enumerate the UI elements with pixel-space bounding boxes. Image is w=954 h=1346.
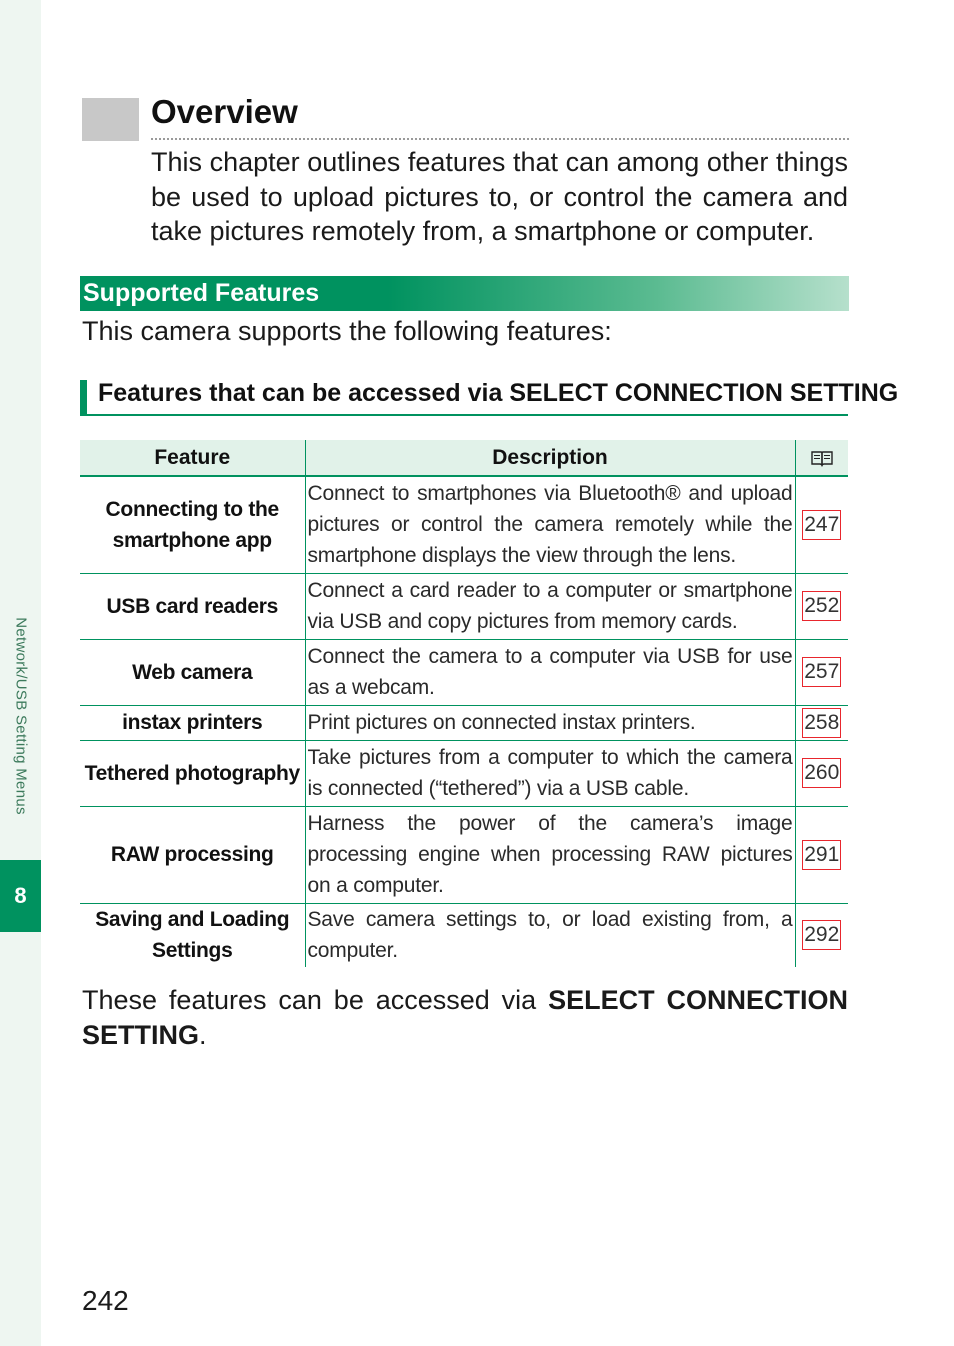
table-row — [80, 806, 848, 903]
menu-item-reference: SELECT CONNECTION SETTING — [82, 985, 848, 1050]
feature-name: Tethered photography — [80, 740, 305, 806]
section-heading-banner — [80, 276, 849, 311]
closing-paragraph — [82, 983, 848, 1053]
table-row — [80, 705, 848, 740]
section-side-label: Network/USB Setting Menus — [12, 617, 30, 815]
table-header-row — [80, 440, 848, 476]
table-row — [80, 639, 848, 705]
table-row — [80, 740, 848, 806]
feature-description: Connect a card reader to a computer or smartphone via USB and copy pictures from memory cards. — [305, 573, 795, 639]
feature-description: Harness the power of the camera’s image processing engine when processing RAW pictures on a computer. — [305, 806, 795, 903]
feature-description: Print pictures on connected instax printers. — [305, 705, 795, 740]
divider — [151, 138, 849, 140]
page-link[interactable]: 247 — [802, 510, 841, 540]
page-link[interactable]: 258 — [802, 708, 841, 738]
feature-name: Web camera — [80, 639, 305, 705]
page-link[interactable]: 257 — [802, 657, 841, 687]
table-row — [80, 476, 848, 573]
features-table — [80, 440, 848, 967]
closing-period: . — [199, 1020, 207, 1050]
page-link[interactable]: 292 — [802, 920, 841, 950]
intro-paragraph: This chapter outlines features that can among other things be used to upload pictures to, or control the camera and take pictures remotely from, a smartphone or computer. — [151, 147, 848, 246]
page-link[interactable]: 260 — [802, 758, 841, 788]
page-link[interactable]: 291 — [802, 840, 841, 870]
feature-name: USB card readers — [80, 573, 305, 639]
page-number: 242 — [82, 1285, 129, 1316]
page-title: Overview — [151, 93, 298, 130]
section-heading: Supported Features — [83, 279, 320, 307]
closing-text: These features can be accessed via — [82, 985, 549, 1015]
feature-description: Take pictures from a computer to which the camera is connected (“tethered”) via a USB cable. — [305, 740, 795, 806]
lead-paragraph: This camera supports the following features: — [82, 316, 612, 346]
feature-name: instax printers — [80, 705, 305, 740]
book-icon — [810, 449, 834, 467]
feature-description: Connect the camera to a computer via USB for use as a webcam. — [305, 639, 795, 705]
heading-marker — [82, 98, 139, 141]
column-header-feature: Feature — [80, 440, 305, 476]
subheading-marker — [80, 380, 87, 416]
table-row — [80, 903, 848, 967]
subheading: Features that can be accessed via SELECT CONNECTION SETTING — [98, 379, 899, 407]
feature-description: Connect to smartphones via Bluetooth® and upload pictures or control the camera remotely while the smartphone displays the view through the lens. — [305, 476, 795, 573]
feature-name: Saving and Loading Settings — [80, 903, 305, 967]
divider — [80, 414, 848, 416]
chapter-tab[interactable]: 8 — [0, 860, 41, 932]
column-header-page — [795, 440, 848, 476]
page-link[interactable]: 252 — [802, 591, 841, 621]
column-header-description: Description — [305, 440, 795, 476]
feature-description: Save camera settings to, or load existing from, a computer. — [305, 903, 795, 967]
feature-name: RAW processing — [80, 806, 305, 903]
feature-name: Connecting to the smartphone app — [80, 476, 305, 573]
table-row — [80, 573, 848, 639]
